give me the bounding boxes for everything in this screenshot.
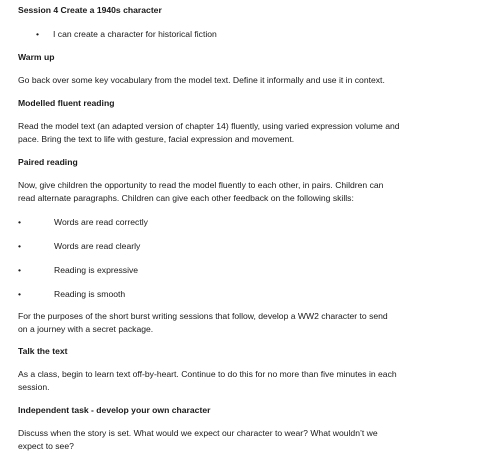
paired-reading-line-1: Now, give children the opportunity to read the model fluently to each other, in pairs. Children can [18, 180, 384, 190]
modelled-reading-line-1: Read the model text (an adapted version of chapter 14) fluently, using varied expression volume and [18, 121, 400, 131]
modelled-reading-line-2: pace. Bring the text to life with gesture, facial expression and movement. [18, 134, 295, 144]
skill-item [18, 240, 140, 253]
bullet-icon: • [18, 241, 22, 251]
skill-item [18, 264, 138, 277]
skill-item [18, 216, 148, 229]
talk-the-text-line-1: As a class, begin to learn text off-by-heart. Continue to do this for no more than five minutes in each [18, 369, 397, 379]
bullet-icon: • [36, 29, 40, 39]
objective-item [18, 28, 217, 41]
paired-reading-heading: Paired reading [18, 157, 78, 167]
independent-task-heading: Independent task - develop your own character [18, 405, 211, 415]
skill-text: Reading is expressive [54, 265, 139, 275]
bullet-icon: • [18, 265, 22, 275]
paired-reading-line-2: read alternate paragraphs. Children can give each other feedback on the following skills: [18, 193, 354, 203]
skill-text: Reading is smooth [54, 289, 126, 299]
independent-task-line-1: Discuss when the story is set. What would we expect our character to wear? What wouldn’t we [18, 428, 378, 438]
bullet-icon: • [18, 217, 22, 227]
follow-up-line-1: For the purposes of the short burst writing sessions that follow, develop a WW2 character to send [18, 311, 388, 321]
warm-up-heading: Warm up [18, 52, 55, 62]
bullet-icon: • [18, 289, 22, 299]
skill-text: Words are read correctly [54, 217, 148, 227]
session-title: Session 4 Create a 1940s character [18, 5, 162, 15]
skill-item [18, 288, 125, 301]
objective-text: I can create a character for historical fiction [53, 29, 217, 39]
skill-text: Words are read clearly [54, 241, 141, 251]
talk-the-text-line-2: session. [18, 382, 50, 392]
talk-the-text-heading: Talk the text [18, 346, 68, 356]
independent-task-line-2: expect to see? [18, 441, 74, 451]
modelled-reading-heading: Modelled fluent reading [18, 98, 115, 108]
follow-up-line-2: on a journey with a secret package. [18, 324, 154, 334]
warm-up-text: Go back over some key vocabulary from the model text. Define it informally and use it in context. [18, 75, 385, 85]
